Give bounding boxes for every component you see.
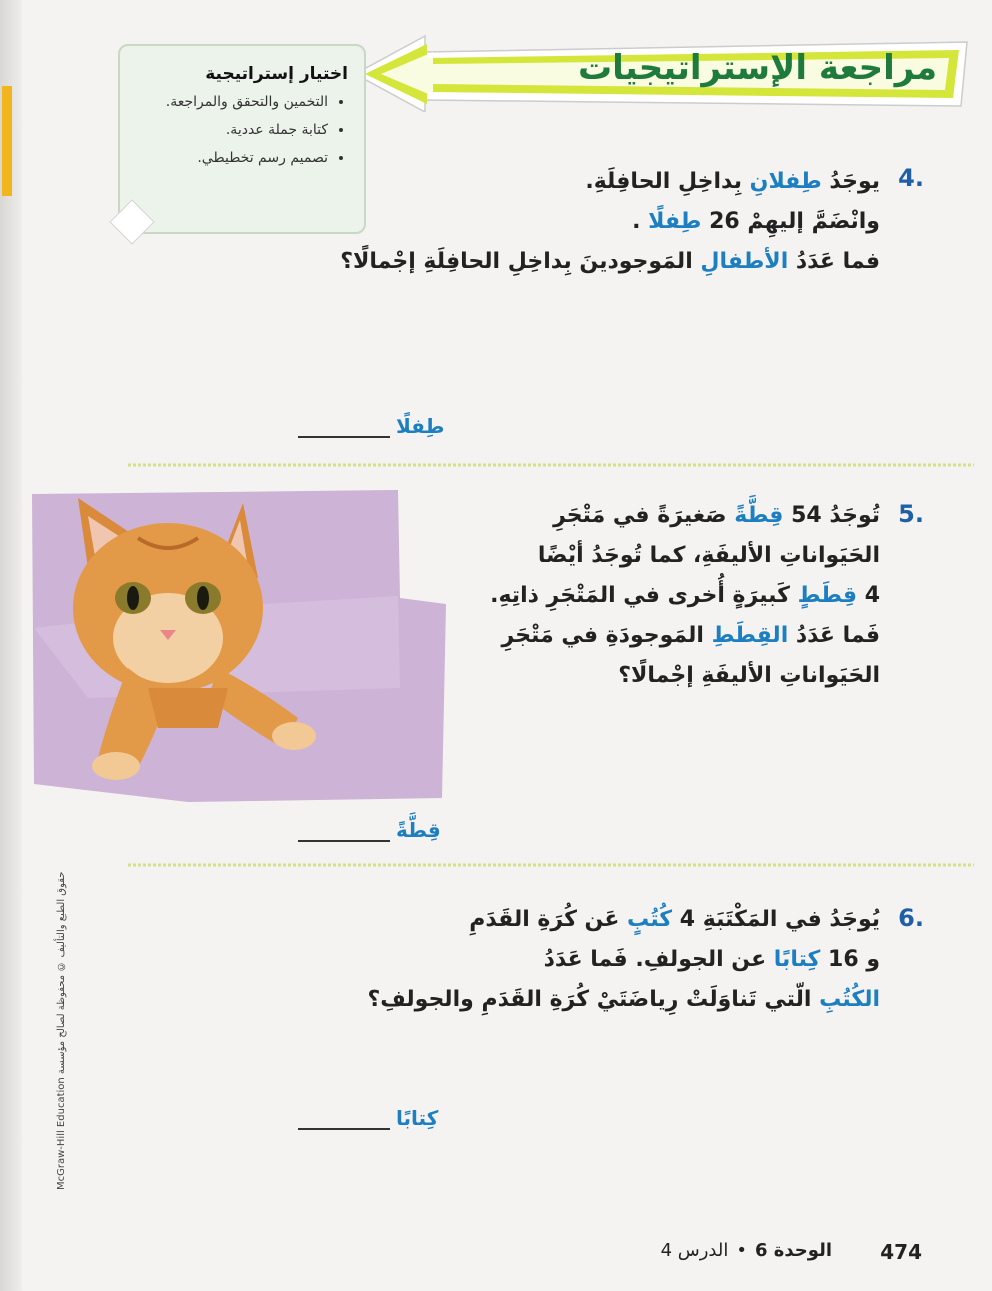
section-divider: [128, 462, 974, 468]
problem-line: وانْضَمَّ إليهِمْ 26 طِفلًا .: [632, 209, 880, 234]
page-curl-icon: [109, 199, 154, 244]
strategy-card: [118, 44, 366, 234]
problem-line: الحَيَواناتِ الأليفَةِ، كما تُوجَدُ أيْضًا: [537, 543, 880, 568]
problem-5-text: [490, 496, 880, 696]
problem-4-text: [340, 162, 880, 282]
cat-photo: [28, 488, 448, 804]
footer-separator: •: [736, 1240, 747, 1261]
problem-number: 5.: [898, 500, 924, 528]
answer-line[interactable]: [298, 416, 390, 438]
answer-unit: كِتابًا: [396, 1106, 439, 1130]
copyright-text: حقوق الطبع والتأليف © محفوظة لصالح مؤسسة: [56, 871, 67, 1075]
problem-6-text: [367, 900, 880, 1020]
publisher-url: McGraw-Hill Education: [56, 1077, 67, 1190]
lesson-footer: [661, 1240, 832, 1261]
problem-line: يُوجَدُ في المَكْتَبَةِ 4 كُتُبٍ عَن كُرَةِ القَدَمِ: [469, 907, 880, 932]
problem-line: فَما عَدَدُ القِطَطِ المَوجودَةِ في مَتْجَرِ: [501, 623, 880, 648]
yellow-edge-tab: [2, 86, 12, 196]
strategy-card-title: اختيار إستراتيجية: [205, 64, 348, 84]
strategy-item: • التخمين والتحقق والمراجعة.: [118, 92, 328, 112]
problem-line: و 16 كِتابًا عن الجولفِ. فَما عَدَدُ: [543, 947, 880, 972]
cat-photo-icon: [28, 488, 448, 804]
answer-line[interactable]: [298, 1108, 390, 1130]
strategy-list: [118, 92, 346, 176]
problem-number: 6.: [898, 904, 924, 932]
problem-line: تُوجَدُ 54 قِطَّةً صَغيرَةً في مَتْجَرِ: [553, 503, 880, 528]
page-number: 474: [880, 1240, 922, 1264]
answer-unit: طِفلًا: [396, 414, 445, 438]
problem-line: الحَيَواناتِ الأليفَةِ إجْمالًا؟: [618, 663, 880, 688]
page-title: مراجعة الإستراتيجيات: [577, 48, 937, 88]
title-banner: [355, 34, 975, 112]
answer-blank-6[interactable]: [298, 1106, 438, 1130]
answer-unit: قِطَّةً: [396, 818, 441, 842]
problem-number: 4.: [898, 164, 924, 192]
strategy-item: • كتابة جملة عددية.: [118, 120, 328, 140]
unit-label: الوحدة 6: [754, 1240, 832, 1261]
publisher-credit: [56, 871, 72, 1190]
answer-blank-4[interactable]: [298, 414, 444, 438]
answer-blank-5[interactable]: [298, 818, 441, 842]
strategy-item: • تصميم رسم تخطيطي.: [118, 148, 328, 168]
answer-line[interactable]: [298, 820, 390, 842]
lesson-label: الدرس 4: [660, 1240, 729, 1261]
section-divider: [128, 862, 974, 868]
problem-line: يوجَدُ طِفلانِ بِداخِلِ الحافِلَةِ.: [585, 169, 880, 194]
problem-line: فما عَدَدُ الأطفالِ المَوجودينَ بِداخِلِ الحافِلَةِ إجْمالًا؟: [340, 249, 880, 274]
problem-line: 4 قِطَطٍ كَبيرَةٍ أُخرى في المَتْجَرِ ذاتِهِ.: [490, 583, 880, 608]
problem-line: الكُتُبِ الّتي تَناوَلَتْ رِياضَتَيْ كُرَةِ القَدَمِ والجولفِ؟: [367, 987, 880, 1012]
